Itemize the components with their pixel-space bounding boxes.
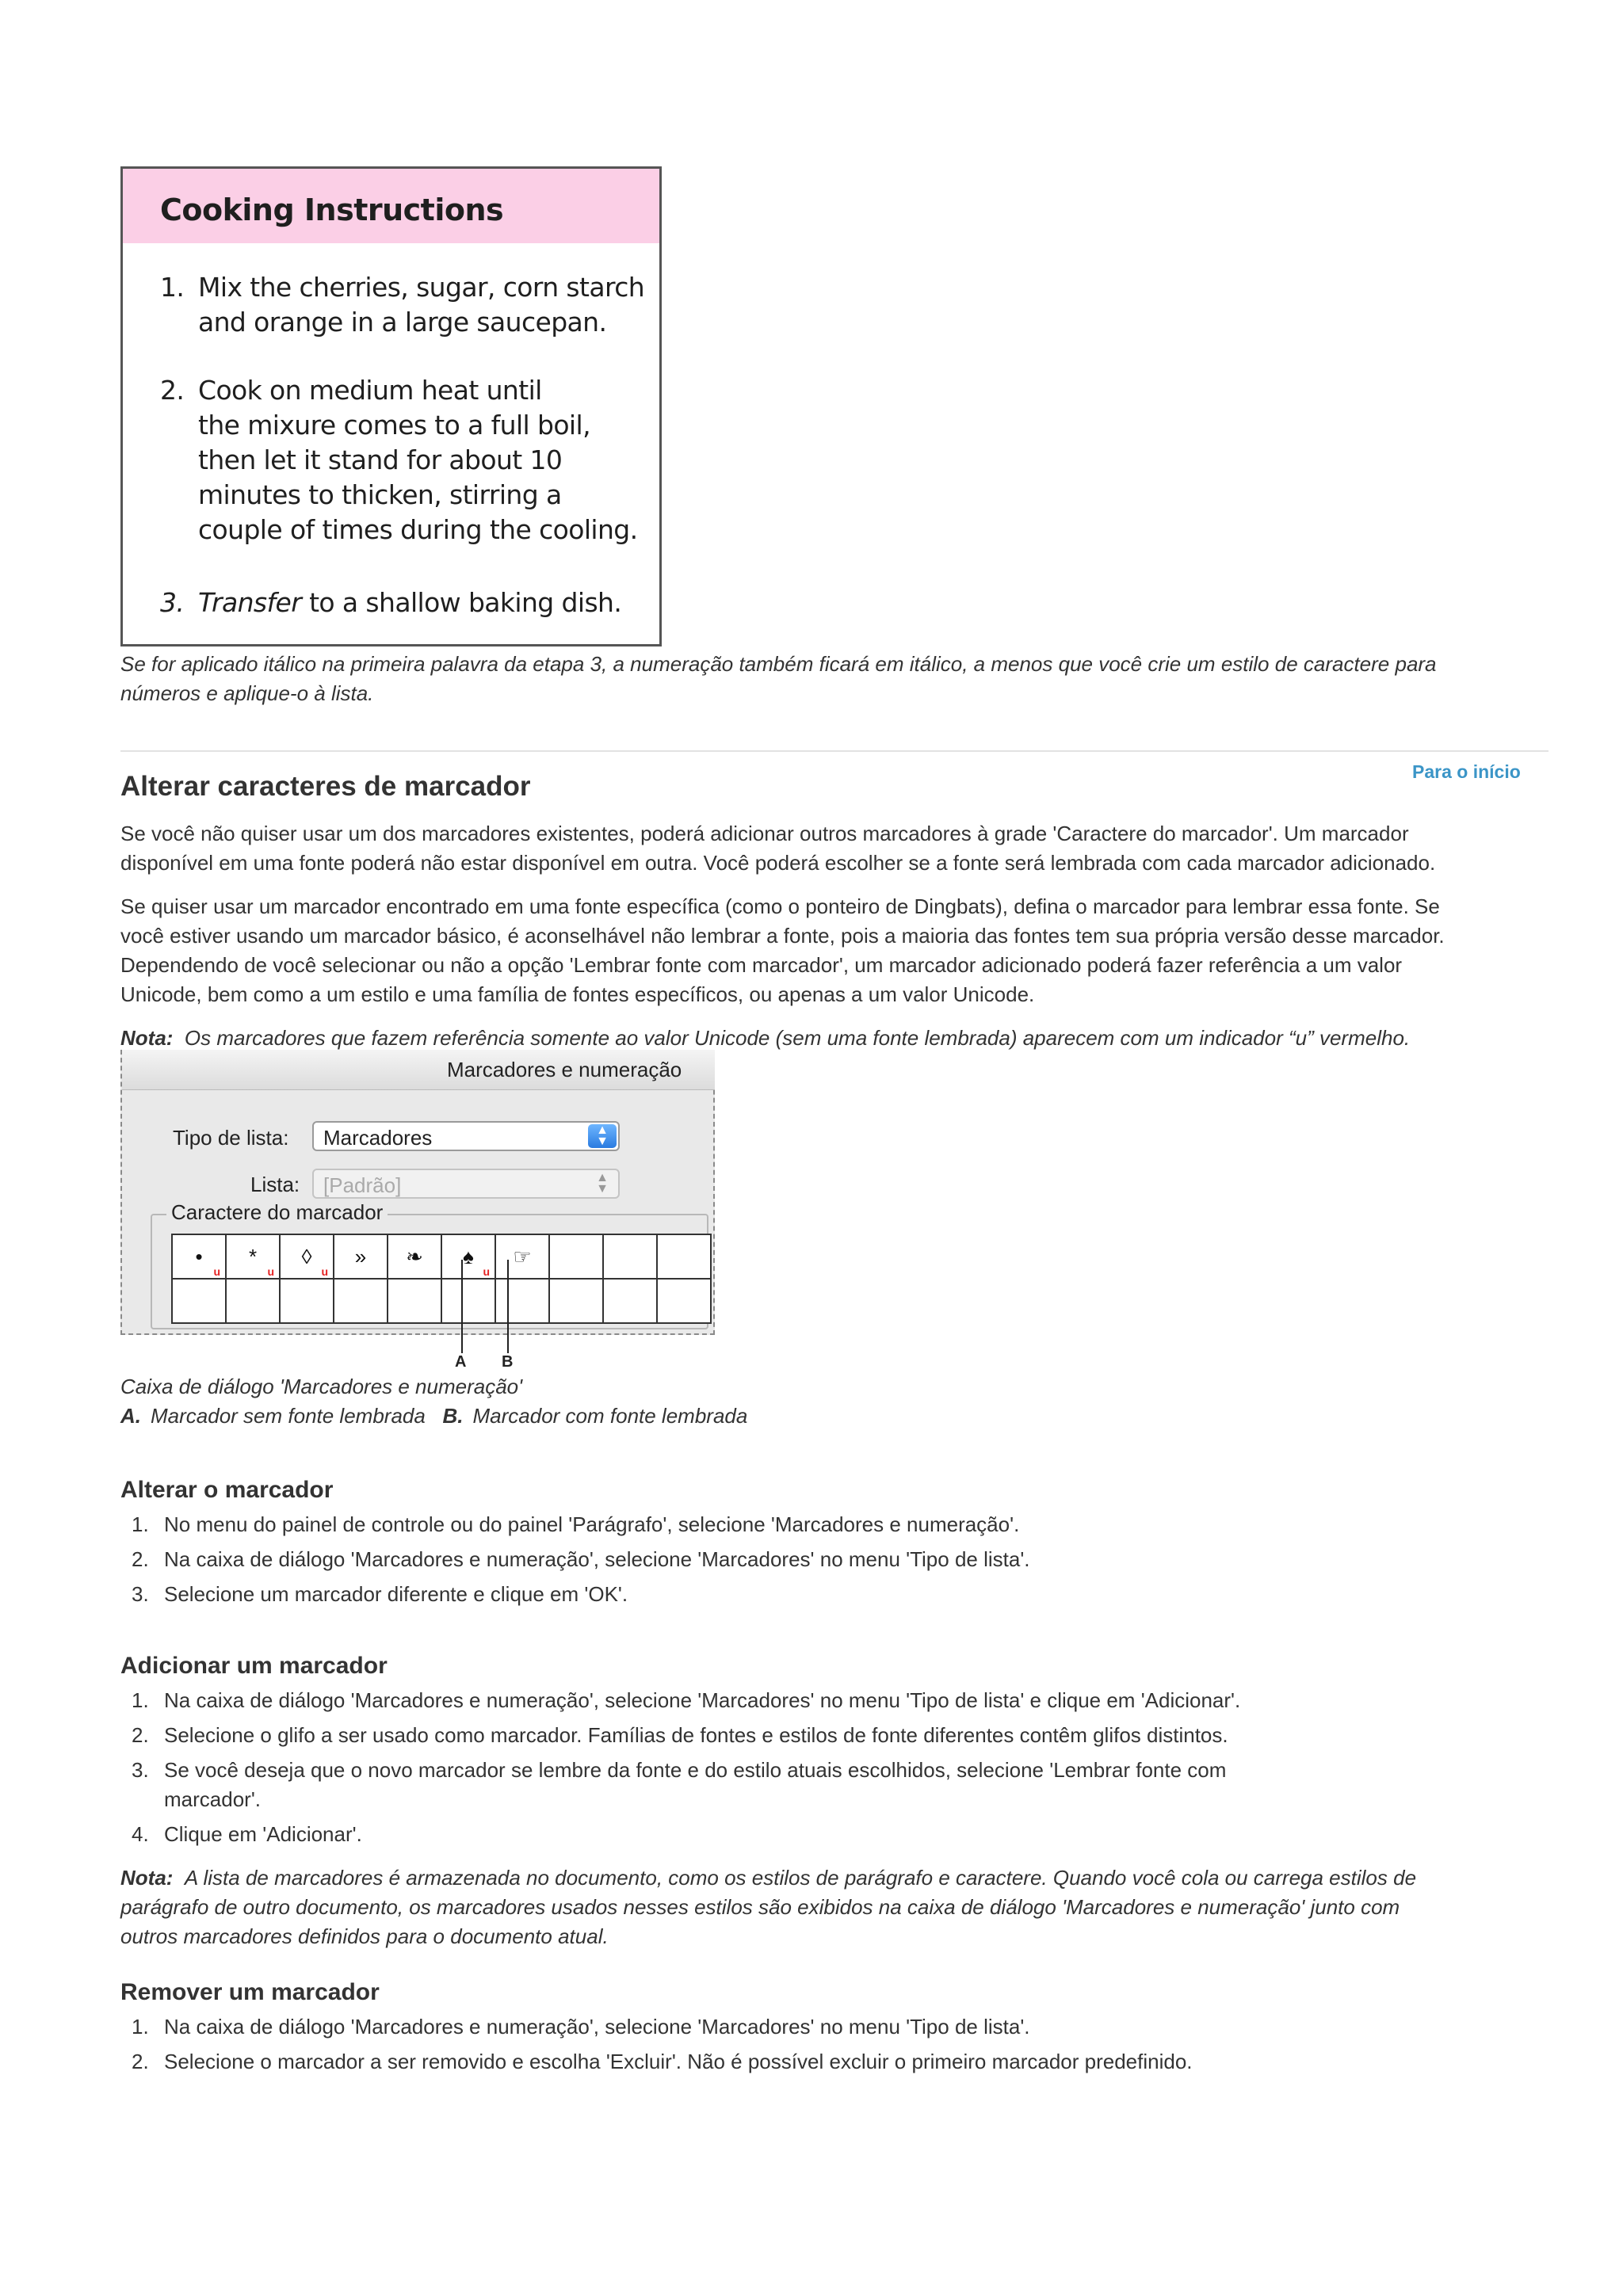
glyph-cell[interactable]: • u: [172, 1234, 226, 1279]
unicode-indicator: u: [213, 1265, 220, 1278]
list-item: 3. Se você deseja que o novo marcador se lembre da fonte e do estilo atuais escolhidos, selecione 'Lembrar fonte com marcador'.: [132, 1758, 1227, 1811]
cook-step-1: 1. Mix the cherries, sugar, corn starch and orange in a large saucepan.: [160, 272, 645, 338]
glyph-cell[interactable]: ◊ u: [280, 1234, 334, 1279]
callout-b: B: [502, 1353, 514, 1371]
bullet-character-label: Caractere do marcador: [166, 1200, 388, 1225]
glyph-cell[interactable]: [172, 1279, 226, 1323]
figure-header: [123, 169, 659, 243]
note-2: Nota: A lista de marcadores é armazenada no documento, como os estilos de parágrafo e caractere. Quando você cola ou carrega estilos de parágrafo de outro documento, os marcadores usados nesses estilos são exibidos na caixa de diálogo 'Marcadores e numeração' junto com outros marcadores definidos para o documento atual.: [120, 1866, 1417, 1948]
list-item: 2. Selecione o glifo a ser usado como marcador. Famílias de fontes e estilos de fonte diferentes contêm glifos distintos.: [132, 1723, 1228, 1747]
remove-bullet-heading: Remover um marcador: [120, 1979, 380, 2005]
bullets-dialog-figure: [120, 1050, 715, 1335]
list-item: 2. Selecione o marcador a ser removido e escolha 'Excluir'. Não é possível excluir o primeiro marcador predefinido.: [132, 2050, 1193, 2073]
list-type-select[interactable]: Marcadores ▲ ▼: [312, 1121, 620, 1151]
glyph-cell[interactable]: [441, 1279, 495, 1323]
glyph-cell[interactable]: ☞: [495, 1234, 549, 1279]
glyph-cell[interactable]: [603, 1279, 657, 1323]
section-divider: [120, 750, 1549, 752]
unicode-indicator: u: [321, 1265, 328, 1278]
glyph-cell[interactable]: [657, 1279, 711, 1323]
paragraph-2: Se quiser usar um marcador encontrado em uma fonte específica (como o ponteiro de Dingbats), defina o marcador para lembrar essa fonte. Se você estiver usando um marcador básico, é aconselhável não lembrar a fonte, pois a maioria das fontes tem sua própria versão desse marcador. Dependendo de você selecionar ou não a opção 'Lembrar fonte com marcador', um marcador adicionado poderá fazer referência a um valor Unicode, bem como a um estilo e uma família de fontes específicos, ou apenas a um valor Unicode.: [120, 894, 1445, 1006]
note-1: Nota: Os marcadores que fazem referência somente ao valor Unicode (sem uma fonte lembrada) aparecem com um indicador “u” vermelho.: [120, 1026, 1411, 1050]
list-item: 1. Na caixa de diálogo 'Marcadores e numeração', selecione 'Marcadores' no menu 'Tipo de lista' e clique em 'Adicionar'.: [132, 1688, 1241, 1712]
back-to-top-link[interactable]: Para o início: [1412, 761, 1521, 782]
glyph-cell[interactable]: [549, 1234, 603, 1279]
glyph-cell[interactable]: [388, 1279, 441, 1323]
select-arrows-icon: ▲ ▼: [588, 1124, 617, 1148]
glyph-cell[interactable]: ❧: [388, 1234, 441, 1279]
list-item: 2. Na caixa de diálogo 'Marcadores e numeração', selecione 'Marcadores' no menu 'Tipo de lista'.: [132, 1547, 1030, 1571]
list-item: 1. No menu do painel de controle ou do painel 'Parágrafo', selecione 'Marcadores e numeração'.: [132, 1512, 1020, 1536]
paragraph-1: Se você não quiser usar um dos marcadores existentes, poderá adicionar outros marcadores à grade 'Caractere do marcador'. Um marcador disponível em uma fonte poderá não estar disponível em outra. Você poderá escolher se a fonte será lembrada com cada marcador adicionado.: [120, 822, 1436, 875]
dialog-title: Marcadores e numeração: [447, 1058, 682, 1081]
select-arrows-icon: ▲ ▼: [596, 1171, 609, 1196]
cook-step-2: 2. Cook on medium heat until the mixure comes to a full boil, then let it stand for about 10 minutes to thicken, stirring a couple of times during the cooling.: [160, 375, 638, 545]
section-title: Alterar caracteres de marcador: [120, 771, 531, 802]
bullet-character-grid: [171, 1234, 712, 1324]
figure-title: Cooking Instructions: [160, 193, 504, 227]
glyph-cell[interactable]: ♠ u: [441, 1234, 495, 1279]
glyph-cell[interactable]: * u: [226, 1234, 280, 1279]
dialog-title-bar: [122, 1050, 715, 1090]
unicode-indicator: u: [267, 1265, 274, 1278]
glyph-cell[interactable]: [657, 1234, 711, 1279]
change-bullet-heading: Alterar o marcador: [120, 1477, 334, 1503]
figure-caption-italic: Se for aplicado itálico na primeira palavra da etapa 3, a numeração também ficará em itálico, a menos que você crie um estilo de caractere para números e aplique-o à lista.: [120, 652, 1437, 705]
callout-line-a: [461, 1260, 463, 1353]
glyph-cell[interactable]: [549, 1279, 603, 1323]
glyph-cell[interactable]: [495, 1279, 549, 1323]
glyph-cell[interactable]: [226, 1279, 280, 1323]
unicode-indicator: u: [483, 1265, 490, 1278]
add-bullet-heading: Adicionar um marcador: [120, 1653, 388, 1679]
list-select[interactable]: [Padrão] ▲ ▼: [312, 1169, 620, 1199]
glyph-cell[interactable]: [334, 1279, 388, 1323]
remove-bullet-steps: [120, 2012, 1543, 2082]
add-bullet-steps: [120, 1686, 1543, 1855]
dialog-figure-caption: Caixa de diálogo 'Marcadores e numeração' A. Marcador sem fonte lembrada B. Marcador com fonte lembrada: [120, 1375, 748, 1428]
change-bullet-steps: [120, 1510, 1543, 1615]
cooking-instructions-figure: [120, 166, 662, 646]
list-type-label: Tipo de lista:: [173, 1126, 289, 1150]
list-item: 3. Selecione um marcador diferente e clique em 'OK'.: [132, 1582, 628, 1606]
glyph-cell[interactable]: »: [334, 1234, 388, 1279]
callout-line-b: [507, 1260, 509, 1353]
list-item: 4. Clique em 'Adicionar'.: [132, 1822, 362, 1846]
glyph-cell[interactable]: [603, 1234, 657, 1279]
cook-step-3: 3. Transfer to a shallow baking dish.: [160, 587, 622, 618]
list-item: 1. Na caixa de diálogo 'Marcadores e numeração', selecione 'Marcadores' no menu 'Tipo de lista'.: [132, 2015, 1030, 2039]
list-label: Lista:: [250, 1173, 300, 1196]
callout-a: A: [455, 1353, 467, 1371]
glyph-cell[interactable]: [280, 1279, 334, 1323]
